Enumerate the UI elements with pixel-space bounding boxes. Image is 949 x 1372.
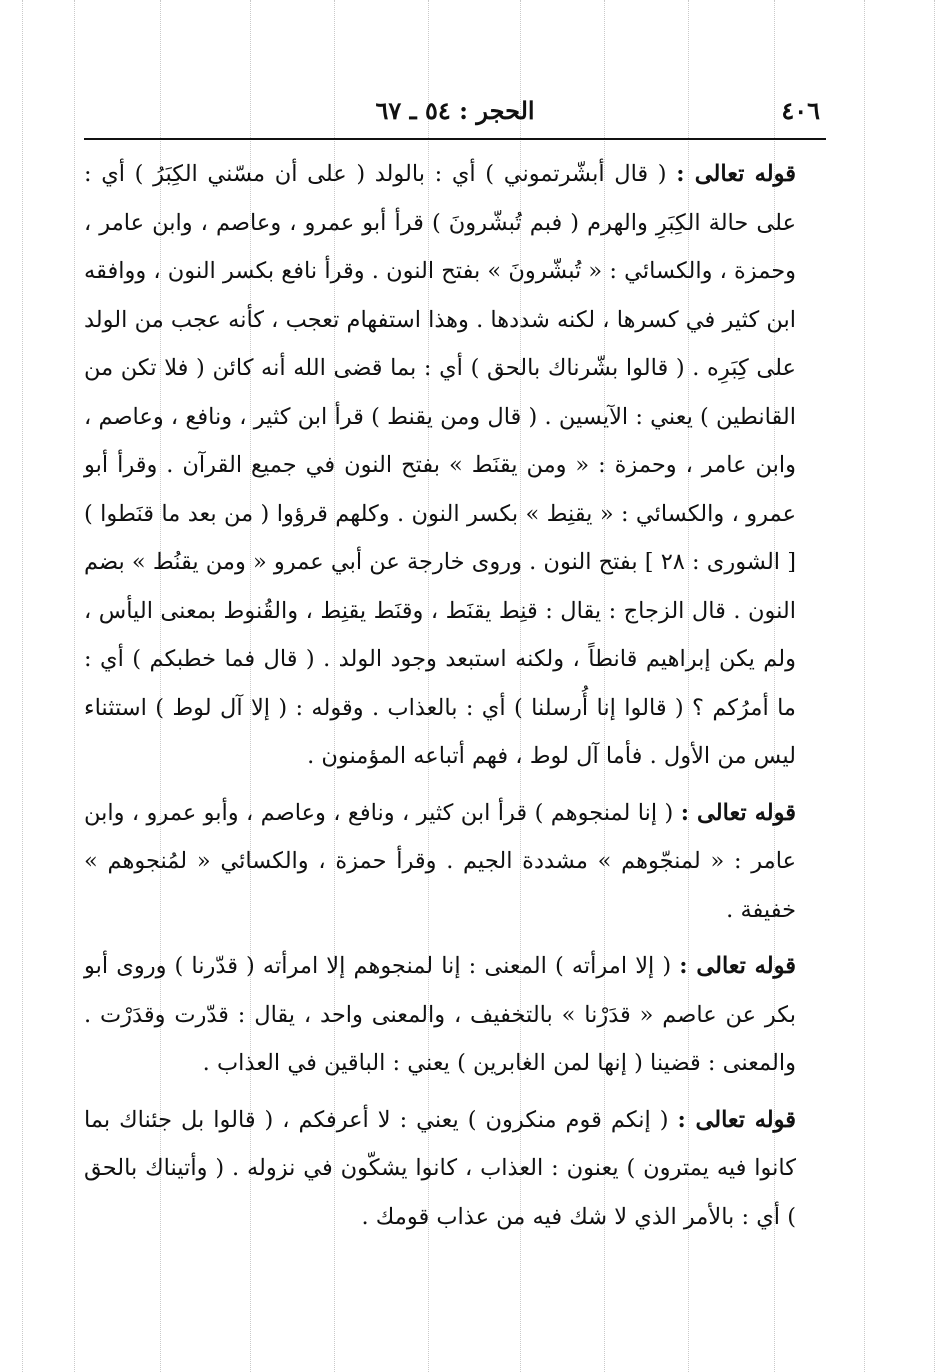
header-rule: [84, 138, 826, 140]
scan-dotted-line: [934, 0, 935, 1372]
paragraph-text: ( إنا لمنجوهم ) قرأ ابن كثير ، ونافع ، وعاصم ، وأبو عمرو ، وابن عامر : « لمنجّوهم » مشددة الجيم . وقرأ حمزة ، والكسائي « لمُنجوهم » خفيفة .: [84, 799, 796, 923]
paragraph-lead: قوله تعالى :: [677, 1106, 796, 1133]
paragraph-lead: قوله تعالى :: [680, 799, 797, 826]
paragraph-text: ( إلا امرأته ) المعنى : إنا لمنجوهم إلا امرأته ( قدّرنا ) وروى أبو بكر عن عاصم « قدَرْنا » بالتخفيف ، والمعنى واحد ، يقال : قدّرت وقدَرْت . والمعنى : قضينا ( إنها لمن الغابرين ) يعني : الباقين في العذاب .: [84, 953, 796, 1076]
page-header: [84, 92, 826, 144]
paragraph-text: ( قال أبشّرتموني ) أي : بالولد ( على أن مسّني الكِبَرُ ) أي : على حالة الكِبَرِ والهرم ( فبم تُبشّرونَ ) قرأ أبو عمرو ، وعاصم ، وابن عامر ، وحمزة ، والكسائي : « تُبشّرونَ » بفتح النون . وقرأ نافع بكسر النون ، ووافقه ابن كثير في كسرها ، لكنه شددها . وهذا استفهام تعجب ، كأنه عجب من الولد على كِبَرِه . ( قالوا بشّرناك بالحق ) أي : بما قضى الله أنه كائن ( فلا تكن من القانطين ) يعني : الآيسين . ( قال ومن يقنط ) قرأ ابن كثير ، ونافع ، وعاصم ، وابن عامر ، وحمزة : « ومن يقنَط » بفتح النون في جميع القرآن . وقرأ أبو عمرو ، والكسائي : « يقنِط » بكسر النون . وكلهم قرؤوا ( من بعد ما قنَطوا ) [ الشورى : ٢٨ ] بفتح النون . وروى خارجة عن أبي عمرو « ومن يقنُط » بضم النون . قال الزجاج : يقال : قنِط يقنَط ، وقنَط يقنِط ، والقُنوط بمعنى اليأس ، ولم يكن إبراهيم قانطاً ، ولكنه استبعد وجود الولد . ( قال فما خطبكم ) أي : ما أمرُكم ؟ ( قالوا إنا أُرسلنا ) أي : بالعذاب . وقوله : ( إلا آل لوط ) استثناء ليس من الأول . فأما آل لوط ، فهم أتباعه المؤمنون .: [84, 161, 796, 769]
running-head: الحجر : ٥٤ ـ ٦٧: [375, 96, 535, 125]
page-number: ٤٠٦: [781, 96, 820, 125]
scan-dotted-line: [74, 0, 75, 1372]
paragraph: [84, 1096, 826, 1242]
paragraph-lead: قوله تعالى :: [679, 953, 796, 979]
scan-dotted-line: [864, 0, 865, 1372]
paragraph-lead: قوله تعالى :: [676, 161, 796, 187]
scan-dotted-line: [22, 0, 23, 1372]
paragraph: [84, 942, 826, 1088]
paragraph: [84, 150, 826, 781]
paragraph: [84, 789, 826, 935]
body-text: [84, 150, 826, 1241]
paragraph-text: ( إنكم قوم منكرون ) يعني : لا أعرفكم ، ( قالوا بل جئناك بما كانوا فيه يمترون ) يعنون : العذاب ، كانوا يشكّون في نزوله . ( وأتيناك بالحق ) أي : بالأمر الذي لا شك فيه من عذاب قومك .: [84, 1106, 796, 1230]
